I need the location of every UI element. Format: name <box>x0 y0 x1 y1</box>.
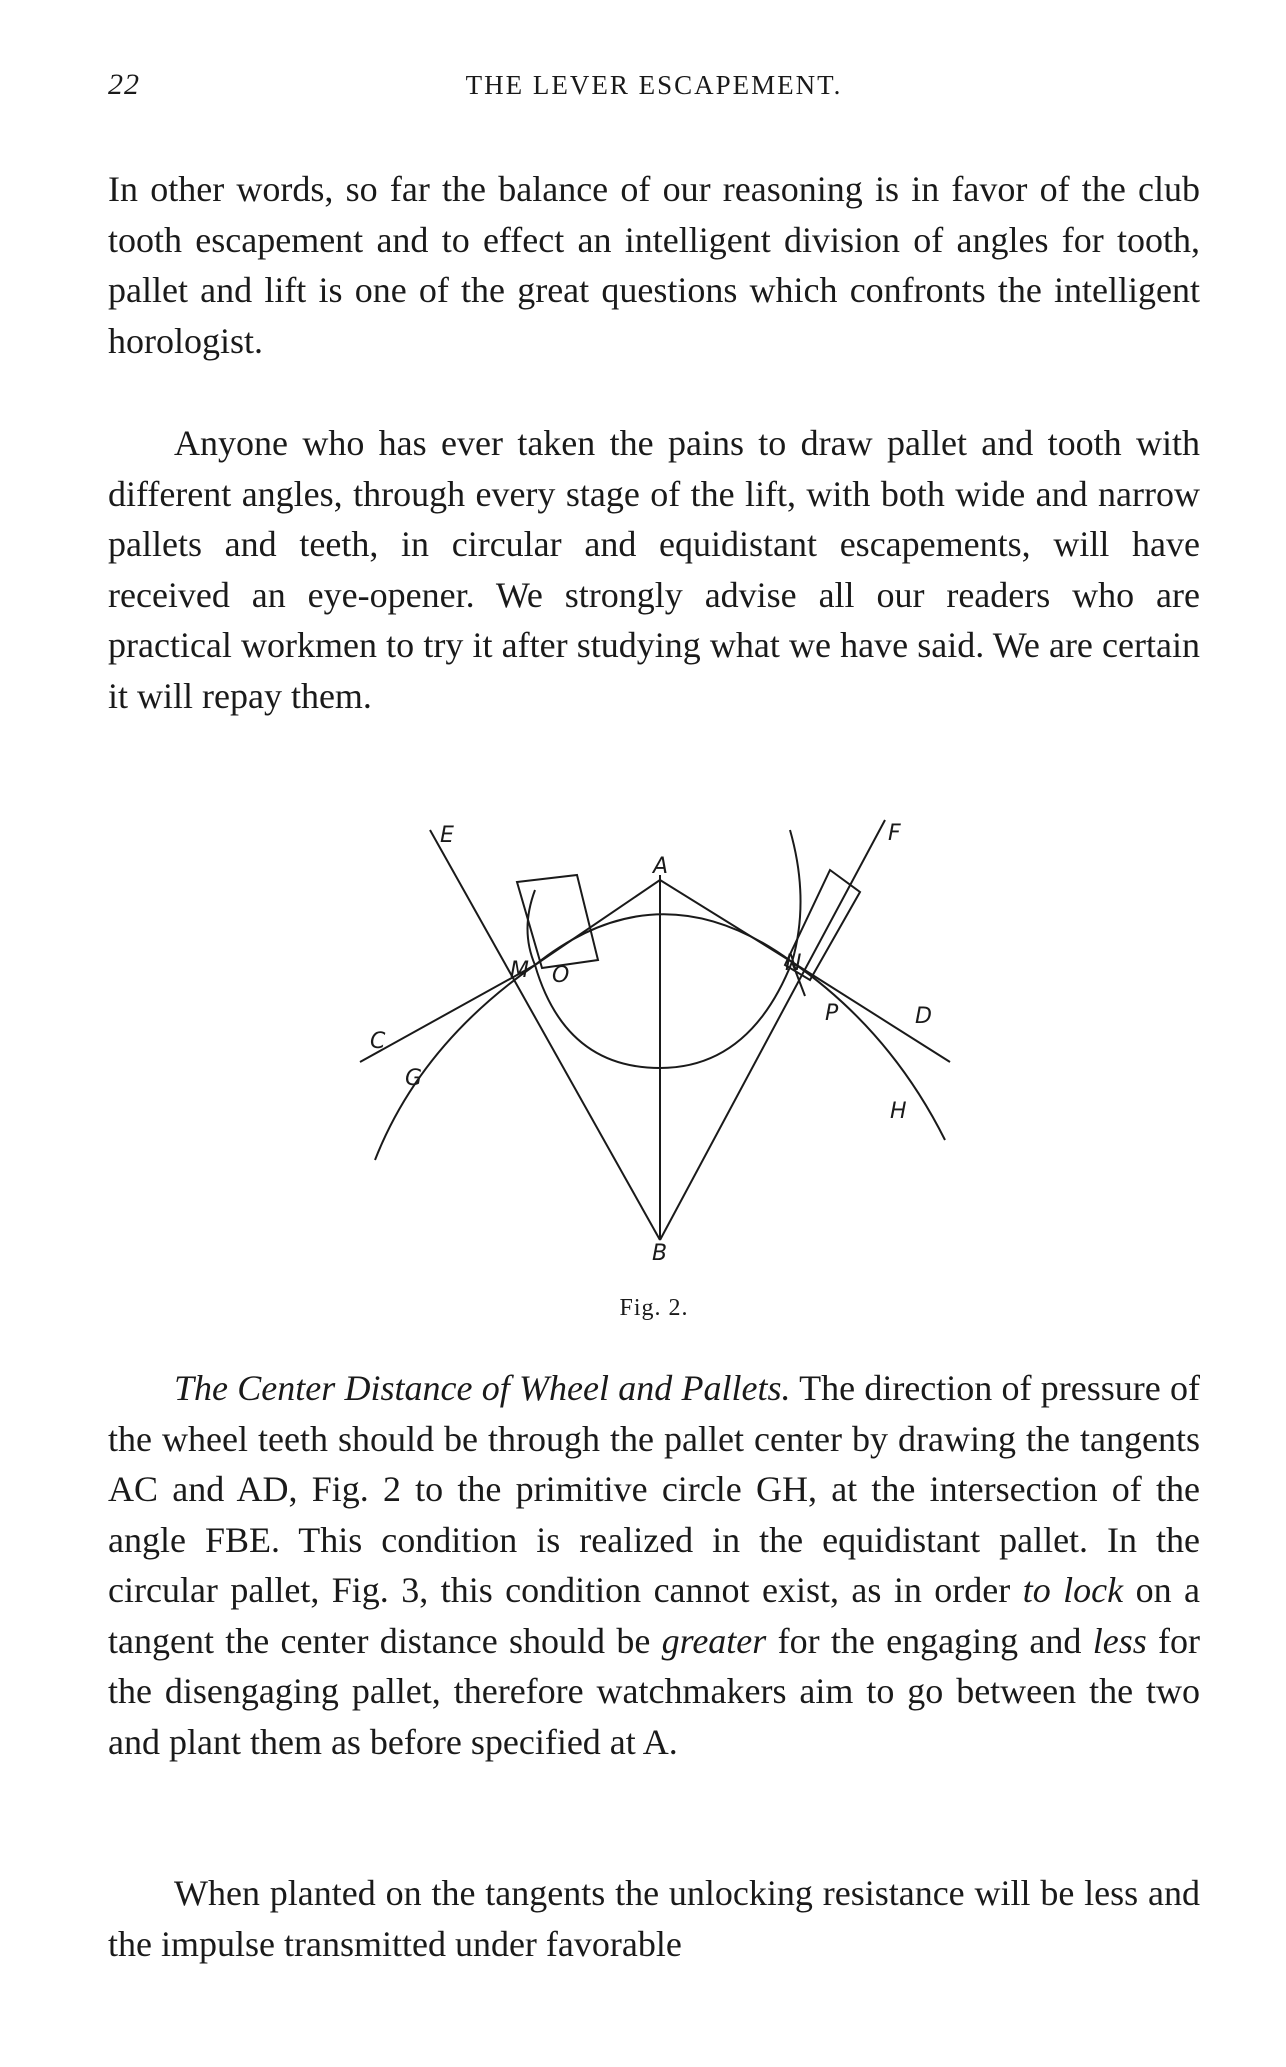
emphasis-less: less <box>1092 1620 1147 1661</box>
paragraph-2: Anyone who has ever taken the pains to draw pallet and tooth with different angles, through every stage of the lift, with both wide and narrow pallets and teeth, in circular and equidistant escapements, will have received an eye-opener. We strongly advise all our readers who are practical workmen to try it after studying what we have said. We are certain it will repay them. <box>108 423 1200 716</box>
arc-G <box>375 965 535 1160</box>
label-C: C <box>370 1029 386 1054</box>
paragraph-3-text-a: The direction of pressure of the wheel teeth should be through the pallet center by drawing the tangents AC and AD, Fig. 2 to the primitive circle GH, at the intersection of the angle FBE. This condition is realized in the equidistant pallet. In the circular pallet, Fig. 3, this condition cannot exist, as in order <box>108 1368 1200 1610</box>
line-EB <box>430 830 660 1240</box>
figure-2-diagram <box>330 800 970 1260</box>
label-G: G <box>405 1066 423 1091</box>
label-B: B <box>652 1241 668 1260</box>
emphasis-to-lock: to lock <box>1022 1570 1124 1610</box>
paragraph-1: In other words, so far the balance of our reasoning is in favor of the club tooth escapement and to effect an intelligent division of angles for tooth, pallet and lift is one of the great questions which confronts the intelligent horologist. <box>108 169 1200 361</box>
paragraph-3-text-c: for the engaging and <box>766 1620 1093 1661</box>
arc-H <box>792 962 945 1140</box>
escapement-diagram <box>330 800 970 1260</box>
label-O: O <box>552 963 570 988</box>
section-title: The Center Distance of Wheel and Pallets. <box>174 1368 791 1408</box>
page-header <box>108 68 1200 108</box>
label-D: D <box>915 1004 932 1029</box>
paragraph-3 <box>108 1363 1200 1767</box>
label-H: H <box>890 1099 907 1124</box>
label-N: N <box>785 951 802 976</box>
label-P: P <box>825 1001 839 1026</box>
label-E: E <box>440 823 454 848</box>
label-A: A <box>653 854 669 879</box>
emphasis-greater: greater <box>661 1620 767 1661</box>
arc-primitive-lower <box>535 962 792 1068</box>
paragraph-3-text-b: on a tangent the center distance should be <box>108 1570 1201 1661</box>
paragraph-4: When planted on the tangents the unlocking resistance will be less and the impulse transmitted under favorable <box>108 1873 1200 1964</box>
paragraph-3-text-d: for the disengaging pallet, therefore watchmakers aim to go between the two and plant them as before specified at A. <box>108 1620 1200 1762</box>
label-M: M <box>510 958 529 983</box>
figure-caption: Fig. 2. <box>619 1295 689 1321</box>
page-number: 22 <box>108 68 140 101</box>
running-title: THE LEVER ESCAPEMENT. <box>465 70 843 100</box>
arc-MN-upper <box>535 914 792 965</box>
left-pallet <box>517 875 598 968</box>
label-F: F <box>888 821 901 846</box>
line-FB <box>660 820 885 1240</box>
tangent-C <box>360 965 535 1062</box>
